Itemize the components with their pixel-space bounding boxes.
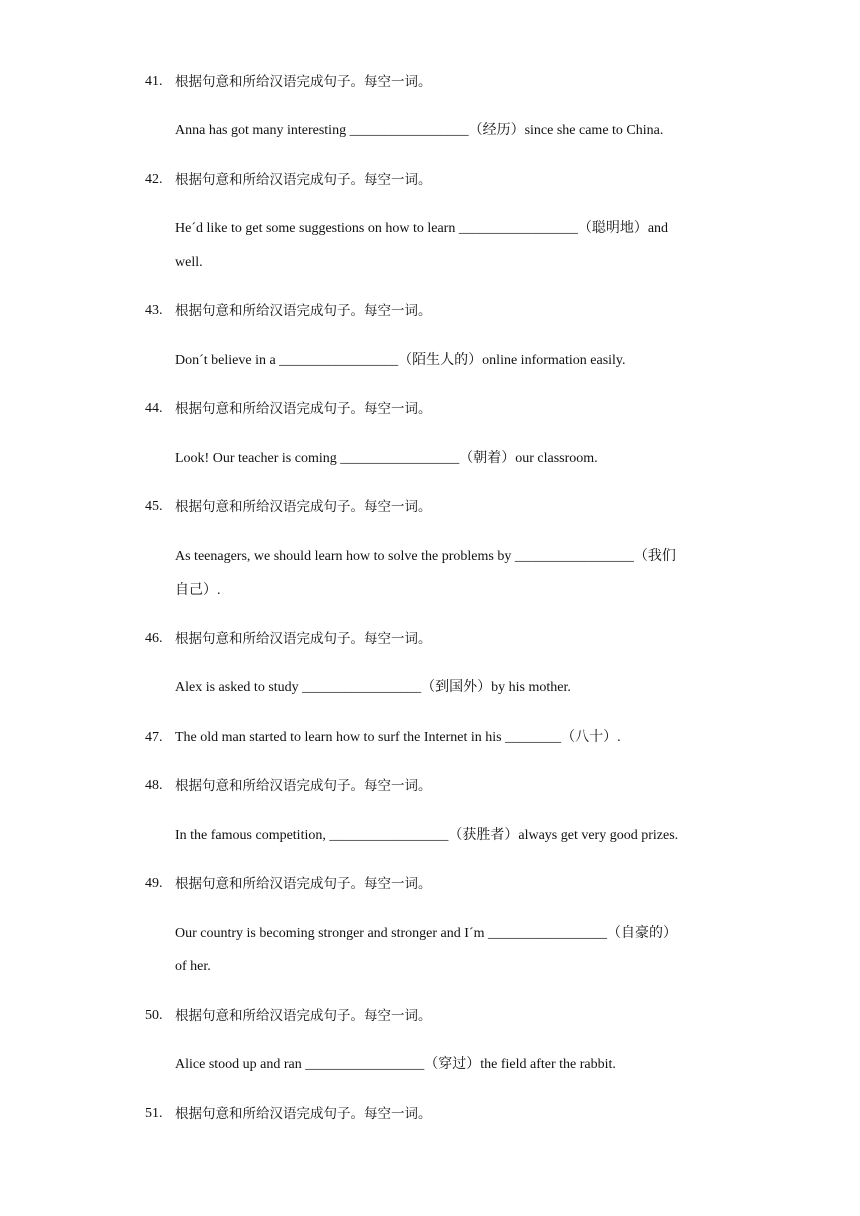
question-sentence: Alice stood up and ran _________________（穿过）the field after the rabbit. <box>175 1057 616 1072</box>
question-instruction: 根据句意和所给汉语完成句子。每空一词。 <box>175 1106 432 1122</box>
question-number: 45. <box>145 499 163 514</box>
question-sentence: Don´t believe in a _________________（陌生人的）online information easily. <box>175 353 626 368</box>
question-sentence-continued: of her. <box>175 959 211 974</box>
question-number: 43. <box>145 303 163 318</box>
question-instruction: 根据句意和所给汉语完成句子。每空一词。 <box>175 172 432 188</box>
question-instruction: 根据句意和所给汉语完成句子。每空一词。 <box>175 499 432 515</box>
question-number: 42. <box>145 172 163 187</box>
question-number: 47. <box>145 730 163 745</box>
question-sentence: Look! Our teacher is coming _________________（朝着）our classroom. <box>175 451 598 466</box>
question-instruction: 根据句意和所给汉语完成句子。每空一词。 <box>175 778 432 794</box>
question-instruction: 根据句意和所给汉语完成句子。每空一词。 <box>175 74 432 90</box>
question-instruction: 根据句意和所给汉语完成句子。每空一词。 <box>175 303 432 319</box>
question-sentence-continued: 自己）. <box>175 583 221 598</box>
question-instruction: 根据句意和所给汉语完成句子。每空一词。 <box>175 401 432 417</box>
question-sentence: Alex is asked to study _________________（到国外）by his mother. <box>175 680 571 695</box>
question-number: 50. <box>145 1008 163 1023</box>
question-number: 49. <box>145 876 163 891</box>
question-sentence: He´d like to get some suggestions on how to learn _________________（聪明地）and <box>175 221 669 236</box>
question-number: 44. <box>145 401 163 416</box>
question-instruction: 根据句意和所给汉语完成句子。每空一词。 <box>175 1008 432 1024</box>
question-instruction: 根据句意和所给汉语完成句子。每空一词。 <box>175 876 432 892</box>
question-sentence-continued: well. <box>175 255 203 270</box>
question-number: 48. <box>145 778 163 793</box>
question-number: 41. <box>145 74 163 89</box>
question-instruction: 根据句意和所给汉语完成句子。每空一词。 <box>175 631 432 647</box>
question-sentence: Anna has got many interesting _________________（经历）since she came to China. <box>175 123 664 138</box>
question-number: 46. <box>145 631 163 646</box>
question-number: 51. <box>145 1106 163 1121</box>
question-sentence: The old man started to learn how to surf the Internet in his ________（八十）. <box>175 730 621 745</box>
question-sentence: Our country is becoming stronger and stronger and I´m _________________（自豪的） <box>175 926 677 941</box>
question-sentence: In the famous competition, _________________（获胜者）always get very good prizes. <box>175 828 679 843</box>
question-sentence: As teenagers, we should learn how to solve the problems by _________________（我们 <box>175 549 676 564</box>
